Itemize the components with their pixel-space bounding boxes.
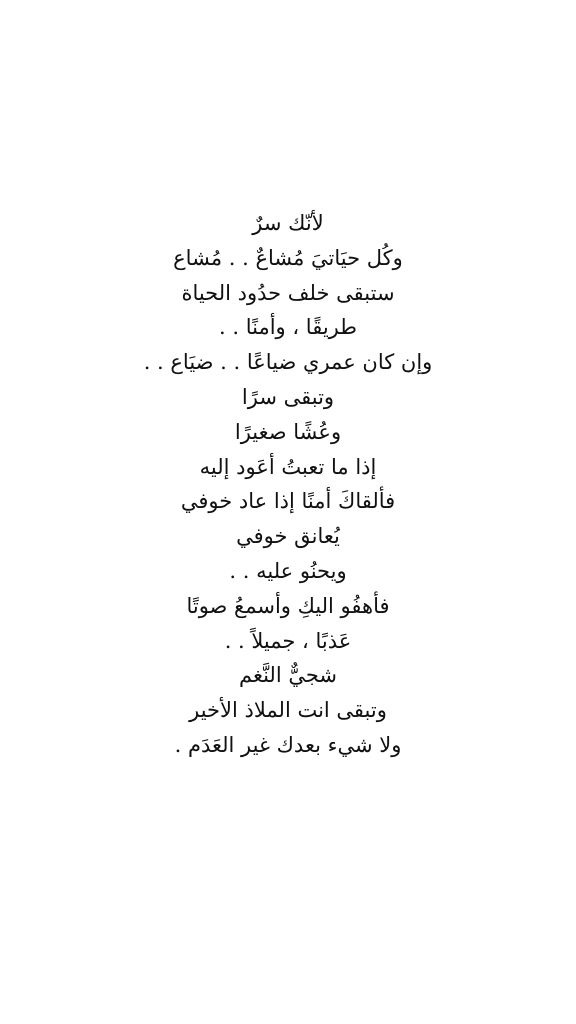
poem-line-8: إذا ما تعبتُ أعَود إليه <box>199 454 377 479</box>
poem-line-6: وتبقى سرًا <box>241 384 335 409</box>
poem-line-10: يُعانق خوفي <box>236 524 340 549</box>
poem-line-12: فأهفُو اليكِ وأسمعُ صوتًا <box>186 593 390 618</box>
poem-line-11: ويحنُو عليه . . <box>229 558 347 583</box>
poem-line-1: لأنّك سرٌ <box>252 211 324 235</box>
poem-line-13: عَذبًا ، جميلاً . . <box>224 628 352 653</box>
poem-line-5: وإن كان عمري ضياعًا . . ضيَاع . . <box>143 350 433 375</box>
poem-line-14: شجيٌّ النَّغم <box>238 663 337 688</box>
poem-line-2: وكُل حيَاتيَ مُشاعٌ . . مُشاع <box>173 245 403 270</box>
poem-line-9: فألقاكَ أمنًا إذا عاد خوفي <box>180 489 396 514</box>
poem-line-16: ولا شيء بعدك غير العَدَم . <box>174 732 402 757</box>
poem-line-4: طريقًا ، وأمنًا . . <box>219 315 357 340</box>
poem-text <box>0 206 576 763</box>
poem-line-3: ستبقى خلف حدُود الحياة <box>181 280 395 305</box>
poem-line-15: وتبقى انت الملاذ الأخير <box>189 698 387 723</box>
poem-line-7: وعُشًا صغيرًا <box>234 419 342 444</box>
